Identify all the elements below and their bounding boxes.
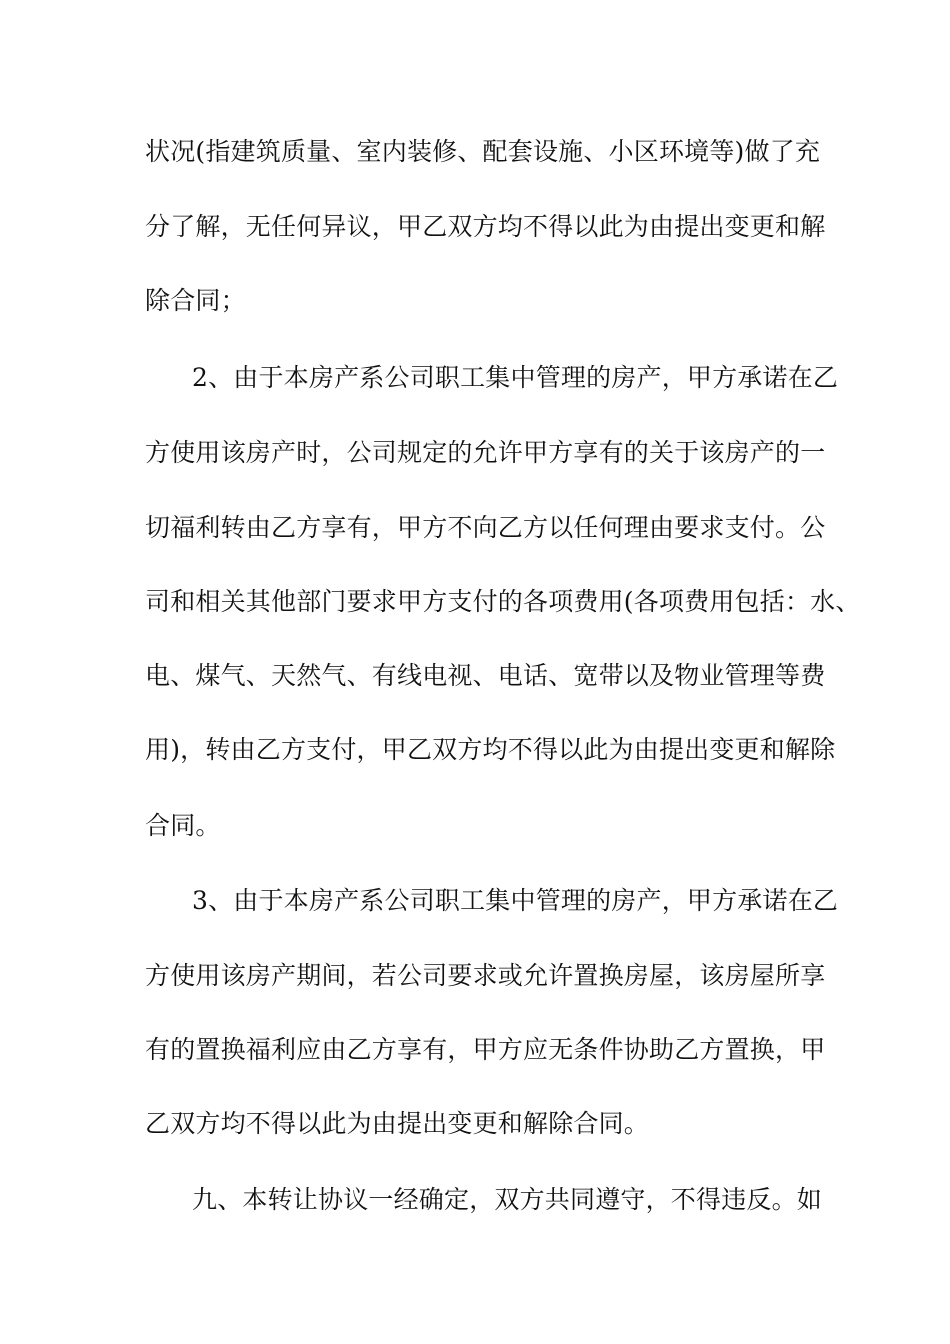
text-line: 用)，转由乙方支付，甲乙双方均不得以此为由提出变更和解除 [145,735,836,764]
text-line: 方使用该房产期间，若公司要求或允许置换房屋，该房屋所享 [145,961,826,990]
text-line: 司和相关其他部门要求甲方支付的各项费用(各项费用包括：水、 [145,587,861,616]
text-line: 状况(指建筑质量、室内装修、配套设施、小区环境等)做了充 [145,137,821,166]
text-line: 合同。 [145,811,221,840]
paragraph-start-line: 2、由于本房产系公司职工集中管理的房产，甲方承诺在乙 [192,363,839,392]
text-line: 乙双方均不得以此为由提出变更和解除合同。 [145,1109,650,1138]
text-line: 电、煤气、天然气、有线电视、电话、宽带以及物业管理等费 [145,661,826,690]
text-line: 切福利转由乙方享有，甲方不向乙方以任何理由要求支付。公 [145,513,826,542]
text-line: 分了解，无任何异议，甲乙双方均不得以此为由提出变更和解 [145,212,826,241]
paragraph-start-line: 九、本转让协议一经确定，双方共同遵守，不得违反。如 [192,1185,823,1214]
text-line: 除合同； [145,286,246,315]
paragraph-start-line: 3、由于本房产系公司职工集中管理的房产，甲方承诺在乙 [192,886,839,915]
text-line: 方使用该房产时，公司规定的允许甲方享有的关于该房产的一 [145,438,826,467]
text-line: 有的置换福利应由乙方享有，甲方应无条件协助乙方置换，甲 [145,1035,826,1064]
